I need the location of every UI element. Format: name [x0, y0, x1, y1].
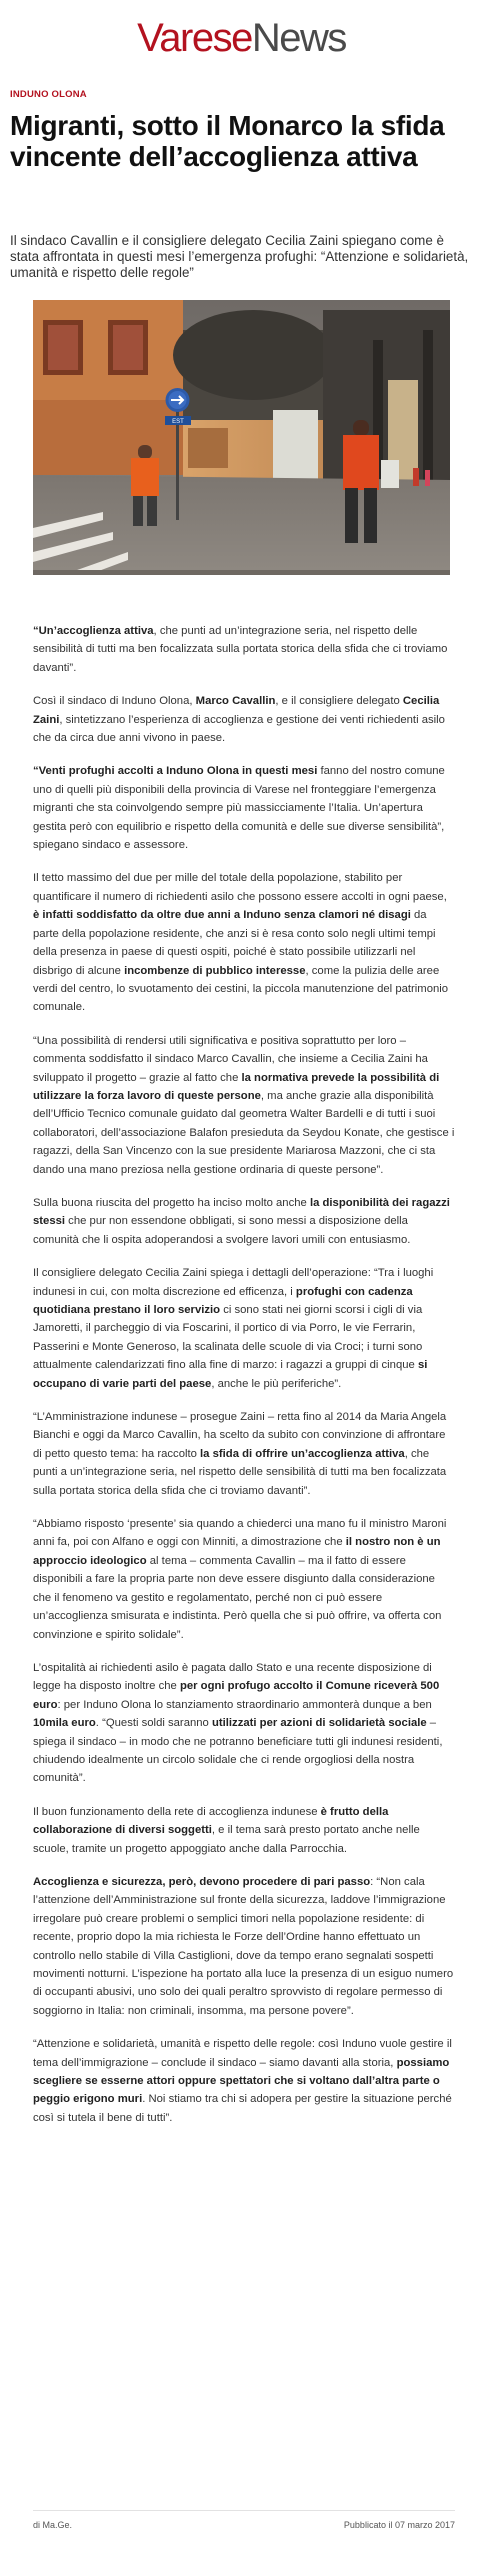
article-photo: [33, 300, 450, 575]
article-paragraph: [33, 869, 455, 1016]
article-body: [33, 622, 455, 2142]
bold-text: è infatti soddisfatto da oltre due anni a Induno senza clamori né disagi: [33, 909, 411, 922]
bold-text: la disponibilità dei ragazzi stessi: [33, 1196, 450, 1228]
photo-sign-text: EST: [172, 419, 184, 425]
text-run: ci sono stati nei giorni scorsi i cigli di via Jamoretti, il parcheggio di via Foscarini, il portico di via Porro, le vie Ferrarin, Passerini e Monte Generoso, la scalinata delle scuole di via Croci; i turni sono attualmente calendarizzati fino alla fine di marzo: i ragazzi a gruppi di cinque: [33, 1304, 423, 1372]
author-byline: di Ma.Ge.: [33, 2520, 73, 2530]
bold-text: per ogni profugo accolto il Comune riceverà 500 euro: [33, 1680, 440, 1711]
article-subtitle: Il sindaco Cavallin e il consigliere delegato Cecilia Zaini spiegano come è stata affrontata in questi mesi l’emergenza profughi: “Attenzione e solidarietà, umanità e rispetto delle regole”: [10, 233, 469, 280]
article-paragraph: [33, 1408, 455, 1500]
article-footer: [33, 2520, 455, 2530]
text-run: , sintetizzano l’esperienza di accoglienza e gestione dei venti richiedenti asilo che da circa due anni vivono in paese.: [33, 713, 445, 745]
logo-part-news: News: [251, 16, 346, 60]
text-run: “Attenzione e solidarietà, umanità e rispetto delle regole: così Induno vuole gestire il tema dell’immigrazione – conclude il sindaco – siamo davanti alla storia,: [33, 2038, 452, 2069]
text-run: che pur non essendone obbligati, si sono messi a disposizione della comunità che li ospita adoperandosi a svolgere lavori umili con entusiasmo.: [33, 1215, 411, 1246]
bold-text: “Venti profughi accolti a Induno Olona in questi mesi: [33, 765, 318, 778]
text-run: Il tetto massimo del due per mille del totale della popolazione, stabilito per quantificare il numero di richiedenti asilo che possono essere accolti in ogni paese,: [33, 872, 447, 903]
text-run: “Una possibilità di rendersi utili significativa e positiva soprattutto per loro – commenta soddisfatto il sindaco Marco Cavallin, che insieme a Cecilia Zaini ha sviluppato il progetto – grazie al fatto che: [33, 1034, 428, 1084]
text-run: , e il tema sarà presto portato anche nelle scuole, tramite un progetto appoggiato anche dalla Parrocchia.: [33, 1824, 420, 1855]
text-run: , come la pulizia delle aree verdi del centro, lo svuotamento dei cestini, la piccola manutenzione del patrimonio comunale.: [33, 964, 449, 1014]
text-run: – spiega il sindaco – in modo che ne potranno beneficiare tutti gli indunesi residenti, chiudendo idealmente un circolo solidale che ci rende orgogliosi della nostra comunità”.: [33, 1717, 443, 1785]
article-paragraph: [33, 1659, 455, 1788]
text-run: “Abbiamo risposto ‘presente’ sia quando a chiederci una mano fu il ministro Maroni anni fa, poi con Alfano e oggi con Minniti, a dimostrazione che: [33, 1518, 447, 1549]
article-title: Migranti, sotto il Monarco la sfida vincente dell’accoglienza attiva: [10, 110, 445, 172]
text-run: , che punti a un’integrazione seria, nel rispetto delle sensibilità di tutti ma ben focalizzata sulla portata storica della sfida che ci troviamo davanti”.: [33, 1447, 447, 1497]
category-label[interactable]: INDUNO OLONA: [10, 89, 87, 100]
text-run: : per Induno Olona lo stanziamento straordinario ammonterà dunque a ben: [57, 1698, 432, 1711]
article-paragraph: [33, 2035, 455, 2127]
bold-text: Cecilia Zaini: [33, 695, 440, 726]
article-paragraph: [33, 1032, 455, 1179]
bold-text: utilizzati per azioni di solidarietà sociale: [211, 1717, 427, 1730]
article-paragraph: [33, 762, 455, 854]
bold-text: possiamo scegliere se esserne attori oppure spettatori che si voltano dall’altra parte o peggio erigono muri: [33, 2056, 450, 2106]
site-logo[interactable]: [0, 14, 483, 62]
text-run: Il buon funzionamento della rete di accoglienza indunese: [33, 1805, 321, 1818]
bold-text: “Un’accoglienza attiva: [33, 625, 154, 637]
text-run: , ma anche grazie alla disponibilità dell’Ufficio Tecnico comunale guidato dal geometra Walter Bardelli e di tutti i suoi collaboratori, dell’associazione Balafon presieduta da Seydou Konate, che gestisce i ragazzi, della San Vincenzo con la sue presidente Mariarosa Mazzoni, che ci sta dando una mano preziosa nella gestione ordinaria di queste persone”.: [33, 1089, 455, 1176]
text-run: : “Non cala l’attenzione dell’Amministrazione sul fronte della sicurezza, laddove l’immigrazione irregolare può creare problemi o semplici timori nella popolazione residente: di recente, proprio dopo la mia richiesta le Forze dell’Ordine hanno effettuato un controllo nello stabile di Villa Castiglioni, dove da tempo erano segnalati sospetti movimenti notturni. L’ispezione ha portato alla luce la presenza di un esiguo numero di occupanti abusivi, uno solo dei quali peraltro sprovvisto di regolare permesso di soggiorno in Italia: non criminali, insomma, ma persone povere”.: [33, 1875, 454, 2017]
text-run: Sulla buona riuscita del progetto ha inciso molto anche: [33, 1196, 310, 1209]
bold-text: incombenze di pubblico interesse: [124, 964, 306, 977]
bold-text: profughi con cadenza quotidiana prestano il loro servizio: [33, 1285, 413, 1316]
text-run: . “Questi soldi saranno: [95, 1717, 212, 1730]
published-date: Pubblicato il 07 marzo 2017: [343, 2520, 455, 2530]
article-paragraph: [33, 1264, 455, 1393]
text-run: da parte della popolazione residente, che anzi si è resa conto solo negli ultimi tempi della presenza in paese di questi ospiti, poiché è stato possibile utilizzarli nel disbrigo di alcune: [33, 909, 436, 977]
text-run: Così il sindaco di Induno Olona,: [33, 695, 196, 708]
bold-text: la sfida di offrire un’accoglienza attiva: [200, 1447, 405, 1460]
logo-part-varese: Varese: [137, 16, 252, 60]
text-run: Il consigliere delegato Cecilia Zaini spiega i dettagli dell’operazione: “Tra i luoghi indunesi in cui, con molta discrezione ed efficenza, i: [33, 1267, 434, 1298]
text-run: , anche le più periferiche”.: [211, 1377, 342, 1390]
footer-divider: [33, 2510, 455, 2511]
bold-text: è frutto della collaborazione di diversi soggetti: [33, 1805, 389, 1837]
text-run: L’ospitalità ai richiedenti asilo è pagata dallo Stato e una recente disposizione di legge ha disposto inoltre che: [33, 1661, 432, 1693]
bold-text: si occupano di varie parti del paese: [33, 1359, 428, 1390]
bold-text: il nostro non è un approccio ideologico: [33, 1536, 441, 1567]
text-run: “L’Amministrazione indunese – prosegue Zaini – retta fino al 2014 da Maria Angela Bianchi e oggi da Marco Cavallin, ha scelto da subito con convinzione di affrontare di petto questo tema: ha raccolto: [33, 1411, 447, 1460]
article-paragraph: [33, 622, 455, 677]
article-paragraph: [33, 1194, 455, 1249]
text-run: al tema – commenta Cavallin – ma il fatto di essere disponibili a fare la propria parte non deve essere disgiunto dalla considerazione che il fenomeno va gestito e regolamentato, perché non ci può essere un’accoglienza smisurata e indistinta. Però quella che si può offrire, va offerta con convinzione e spirito solidale”.: [33, 1554, 442, 1641]
bold-text: Marco Cavallin: [195, 695, 276, 708]
bold-text: Accoglienza e sicurezza, però, devono procedere di pari passo: [33, 1875, 371, 1888]
text-run: . Noi stiamo tra chi si adopera per gestire la situazione perché così si tutela il bene di tutti”.: [33, 2093, 452, 2124]
article-paragraph: [33, 1873, 455, 2020]
bold-text: la normativa prevede la possibilità di utilizzare la forza lavoro di queste persone: [33, 1071, 440, 1102]
bold-text: 10mila euro: [33, 1717, 96, 1730]
article-paragraph: [33, 1515, 455, 1644]
article-paragraph: [33, 1803, 455, 1858]
text-run: , che punti ad un’integrazione seria, nel rispetto delle sensibilità di tutti ma ben focalizzata sulla portata storica della sfida che ci troviamo davanti”.: [33, 625, 448, 674]
text-run: fanno del nostro comune uno di quelli più disponibili della provincia di Varese nel fronteggiare l’emergenza migranti che sta coinvolgendo sempre più massicciamente l’Italia. Un’apertura gestita però con equilibrio e rispetto della comunità e delle sue diverse sensibilità”, spiegano sindaco e assessore.: [33, 765, 445, 852]
text-run: , e il consigliere delegato: [275, 695, 403, 708]
article-paragraph: [33, 692, 455, 747]
